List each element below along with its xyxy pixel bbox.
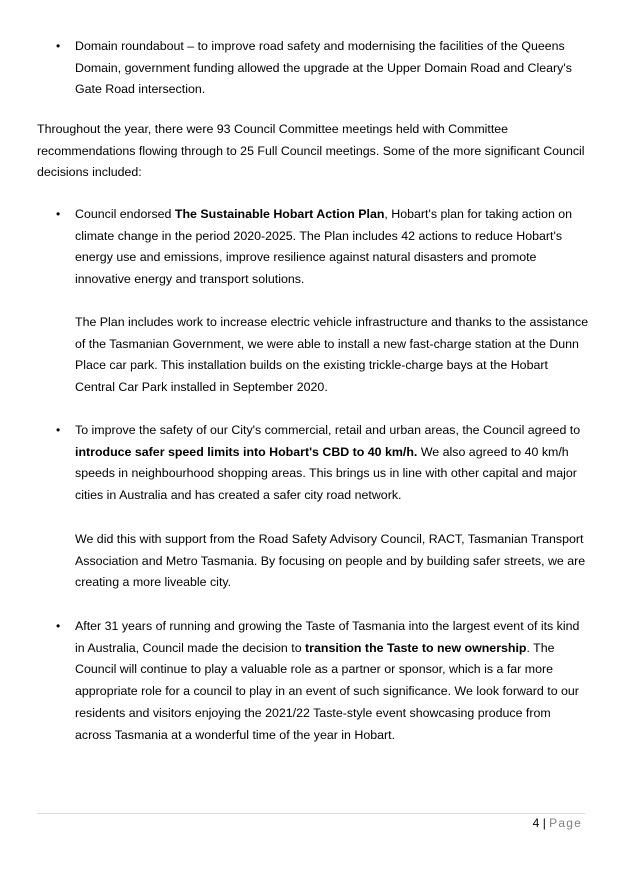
road-safety-support-paragraph: We did this with support from the Road Safety Advisory Council, RACT, Tasmanian Transport Association and Metro Tasmania. By focusing on people and by building safer streets, we are creating a more liveable city. xyxy=(75,532,586,590)
bullet-domain-roundabout: Domain roundabout – to improve road safety and modernising the facilities of the Queens Domain, government funding allowed the upgrade at the Upper Domain Road and Cleary's Gate Road intersection. xyxy=(75,39,572,97)
bullet-speed-limits: To improve the safety of our City's commercial, retail and urban areas, the Council agreed to introduce safer speed limits into Hobart's CBD to 40 km/h. We also agreed to 40 km/h speeds in neighbourhood shopping areas. This brings us in line with other capital and major cities in Australia and has created a safer city road network. xyxy=(75,423,581,503)
footer-separator: | xyxy=(542,816,546,830)
page-footer xyxy=(533,816,582,830)
intro-paragraph: Throughout the year, there were 93 Council Committee meetings held with Committee recommendations flowing through to 25 Full Council meetings. Some of the more significant Council decisions included: xyxy=(37,122,585,180)
page-number: 4 xyxy=(532,816,540,830)
bullet-sustainable-hobart: Council endorsed The Sustainable Hobart Action Plan, Hobart's plan for taking action on climate change in the period 2020-2025. The Plan includes 42 actions to reduce Hobart's energy use and emissions, improve resilience against natural disasters and promote innovative energy and transport solutions. xyxy=(75,207,573,287)
bullet-marker: • xyxy=(56,619,61,633)
bullet-marker: • xyxy=(56,207,61,221)
bold-phrase: introduce safer speed limits into Hobart's CBD to 40 km/h. xyxy=(75,444,418,459)
page-label: Page xyxy=(549,816,582,830)
footer-divider xyxy=(37,813,585,814)
bullet-marker: • xyxy=(56,39,61,53)
ev-infrastructure-paragraph: The Plan includes work to increase electric vehicle infrastructure and thanks to the assistance of the Tasmanian Government, we were able to install a new fast-charge station at the Dunn Place car park. This installation builds on the existing trickle-charge bays at the Hobart Central Car Park installed in September 2020. xyxy=(75,315,589,395)
bullet-marker: • xyxy=(56,423,61,437)
bullet-taste-of-tasmania: After 31 years of running and growing the Taste of Tasmania into the largest event of its kind in Australia, Council made the decision to transition the Taste to new ownership. The Council will continue to play a valuable role as a partner or sponsor, which is a far more appropriate role for a council to play in an event of such significance. We look forward to our residents and visitors enjoying the 2021/22 Taste-style event showcasing produce from across Tasmania at a wonderful time of the year in Hobart. xyxy=(75,619,580,742)
bold-phrase: The Sustainable Hobart Action Plan xyxy=(174,207,385,221)
bold-phrase: transition the Taste to new ownership xyxy=(305,640,527,655)
